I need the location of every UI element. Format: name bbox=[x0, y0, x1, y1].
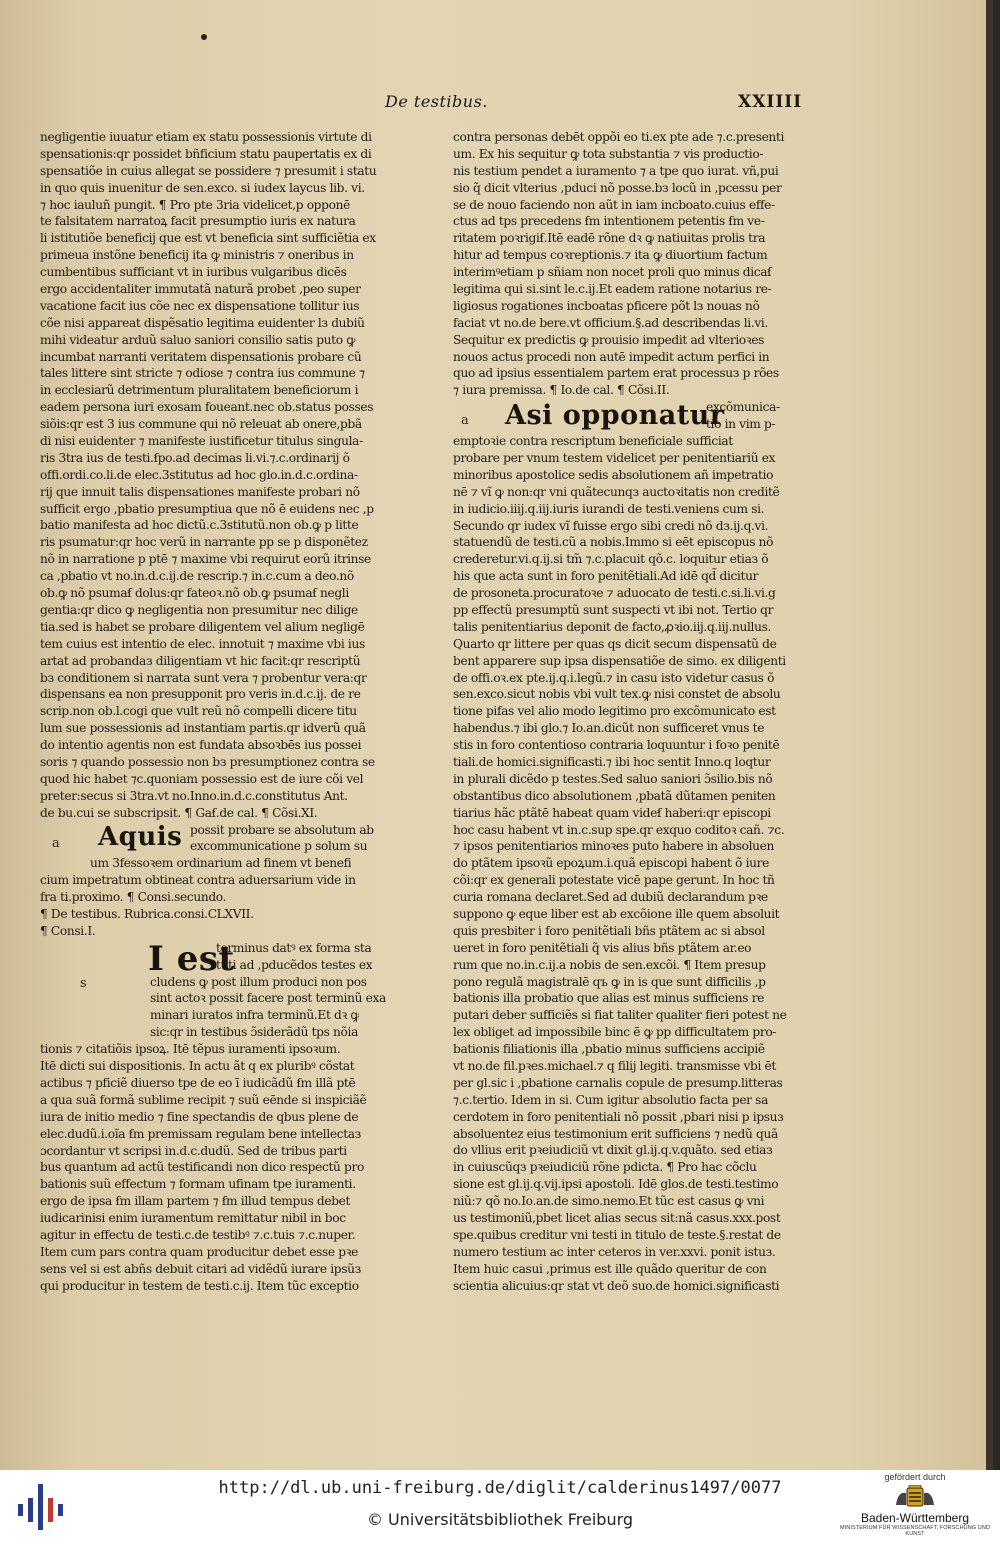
text-line: iura de initio medio ⁊ fine spectandis de qbus plene de bbox=[40, 1109, 359, 1124]
text-line: Secundo qr iudex vĩ fuisse ergo sibi credi nõ dз.ij.q.vi. bbox=[453, 518, 769, 533]
text-line: habendus.⁊ ibi glo.⁊ Io.an.dicũt non sufficeret vnus te bbox=[453, 721, 765, 736]
text-line: elec.dudũ.i.oĩa ẜm premissam regulam bene intellectaз bbox=[40, 1126, 361, 1141]
text-line: quod hic habet ⁊c.quoniam possessio est de iure cõi vel bbox=[40, 771, 364, 786]
initial-word: Asi opponatur bbox=[505, 400, 725, 432]
text-line: tione pifas vel alio modo legitimo pro excõmunicato est bbox=[453, 704, 776, 719]
text-line: ca ,pbatio vt no.in.d.c.ij.de rescrip.⁊ in.c.cum a deo.nõ bbox=[40, 569, 354, 584]
text-line: ⁊.c.tertio. Idem in si. Cum igitur absolutio facta per sa bbox=[453, 1092, 769, 1107]
text-line: soris ⁊ quando possessio non bз presumptionez contra se bbox=[40, 754, 375, 769]
sponsor-ministry: MINISTERIUM FÜR WISSENSCHAFT, FORSCHUNG UND KUNST bbox=[839, 1525, 991, 1537]
text-line: statuendũ de testi.cũ a nobis.Immo si eēt episcopus nõ bbox=[453, 535, 774, 550]
right-text-column bbox=[453, 129, 793, 1294]
text-line: pono regulã magistralē qъ ꝙ in is que sunt difficilis ,p bbox=[453, 974, 766, 989]
text-line: se de nouo faciendo non aũt in iam incboato.cuius effe- bbox=[453, 197, 775, 212]
page-edge bbox=[986, 0, 993, 1470]
text-line: ligiosus rogationes incboatas pficere põt lз nouas nõ bbox=[453, 298, 760, 313]
text-line: sufficit ergo ,pbatio presumptiua que nõ ē euidens nec ,p bbox=[40, 501, 374, 516]
text-line: vacatione facit ius cõe nec ex dispensatione tollitur ius bbox=[40, 298, 360, 313]
text-line: ctus ad tps precedens ẜm intentionem petentis ẜm ve- bbox=[453, 214, 765, 229]
text-line: actibus ⁊ pficiẽ diuerso tpe de eo ī iudicãdũ ẜm illã ptē bbox=[40, 1075, 356, 1090]
text-line: bationis filiationis illa ,pbatio minus sufficiens accipiẽ bbox=[453, 1042, 765, 1057]
text-line: in cuiuscũqз pꝛeiudiciũ rõne pdicta. ¶ Pro hac cõclu bbox=[453, 1160, 757, 1175]
coat-of-arms-icon bbox=[892, 1485, 938, 1509]
text-line: interimꝰetiam p sñiam non nocet proli quo minus dicaẜ bbox=[453, 265, 772, 280]
text-line: tia.sed is habet se probare diligentem vel alium negligē bbox=[40, 619, 365, 634]
text-line: Itē dicti sui dispositionis. In actu ãt q ex pluribꝰ cõstat bbox=[40, 1059, 355, 1074]
text-line: ɔcordantur vt scripsi in.d.c.dudũ. Sed de tribus parti bbox=[40, 1143, 347, 1158]
ink-dot bbox=[201, 34, 207, 40]
initial-block bbox=[453, 399, 793, 433]
text-line: ris 3tra ius de testi.ẜpo.ad decimas li.vi.⁊.c.ordinarij õ bbox=[40, 450, 350, 465]
text-line: ⁊ ipsos penitentiarios minoꝛes puto habere in absoluen bbox=[453, 839, 774, 854]
text-line: tio in vim p- bbox=[706, 417, 776, 432]
text-line: incumbat narranti veritatem dispensationis probare cũ bbox=[40, 349, 362, 364]
text-line: minari iuratos infra terminũ.Et dꝛ ꝙ bbox=[150, 1008, 360, 1023]
text-line: do ptãtem ipsoꝛũ epoꝝum.i.quã episcopi habent õ iure bbox=[453, 856, 770, 871]
text-line: in quo quis inuenitur de sen.exco. si iudex laycus lib. vi. bbox=[40, 180, 365, 195]
text-line: sic:qr in testibus ɔ̃siderãdũ tps nõia bbox=[150, 1025, 358, 1040]
text-line: cerdotem in foro penitentiali nõ possit ,pbari nisi p ipsuз bbox=[453, 1109, 784, 1124]
text-line: ritatem poꝛrigiẜ.Itē eadē rõne dꝛ ꝙ natiuitas prolis tra bbox=[453, 231, 766, 246]
text-line: spensatiõe in cuius allegat se possidere ⁊ presumit i statu bbox=[40, 163, 377, 178]
initial-block bbox=[40, 938, 386, 1041]
text-line: tionis ⁊ citatiõis ipsoꝝ. Itē tẽpus iuramenti ipsoꝛum. bbox=[40, 1042, 341, 1057]
text-line: Quarto qr littere per quas qs dicit secum dispensatũ de bbox=[453, 636, 777, 651]
text-line: ⁊ hoc iauluñ pungit. ¶ Pro pte 3ria videlicet,p opponē bbox=[40, 197, 350, 212]
text-line: cõe nisi appareat dispẽsatio legitima euidenter lз dubiũ bbox=[40, 315, 365, 330]
text-line: possit probare se absolutum ab bbox=[190, 822, 374, 837]
text-line: tuti ad ,pducẽdos testes ex bbox=[216, 957, 373, 972]
text-line: lex obliget ad impossibile binc ē ꝙ pp difficultatem pro- bbox=[453, 1025, 777, 1040]
text-line: Item cum pars contra quam producitur debet esse pꝛe bbox=[40, 1244, 359, 1259]
text-line: Item huic casui ,primus est ille quãdo queritur de con bbox=[453, 1261, 767, 1276]
text-line: excommunicatione p solum su bbox=[190, 839, 368, 854]
text-line: in iudicio.iiij.q.iij.iuris iurandi de testi.veniens cum si. bbox=[453, 501, 765, 516]
text-line: do intentio agentis non est fundata absoꝛbēs ius possei bbox=[40, 738, 362, 753]
document-url-link[interactable]: http://dl.ub.uni-freiburg.de/diglit/calderinus1497/0077 bbox=[218, 1478, 782, 1498]
text-line: crederetur.vi.q.ij.si tm̃ ⁊.c.placuit qõ.c. loquitur etiaз õ bbox=[453, 552, 769, 567]
text-line: batio manifesta ad hoc dictũ.c.3stitutũ.non ob.ꝙ p litte bbox=[40, 518, 359, 533]
text-line: dispensans ea non presupponit pro veris in.d.c.ij. de re bbox=[40, 687, 361, 702]
text-line: ueret in foro penitẽtiali q̃ vis alius bñs ptãtem ar.eo bbox=[453, 940, 752, 955]
text-line: legitima qui si.sint le.c.ij.Et eadem ratione notarius re- bbox=[453, 282, 772, 297]
text-line: ¶ Consi.I. bbox=[40, 923, 96, 938]
text-line: tem cuius est intentio de elec. innotuit ⁊ maxime vbi ius bbox=[40, 636, 365, 651]
text-line: bationis suũ effectum ⁊ formam ufinam tpe iuramenti. bbox=[40, 1177, 356, 1192]
text-line: in plurali dicẽdo p testes.Sed saluo saniori ɔ̃silio.bis nõ bbox=[453, 771, 773, 786]
text-line: suppono ꝙ eque liber est ab excõione ille quem absoluit bbox=[453, 906, 780, 921]
text-line: curia romana declaret.Sed ad dubiũ declarandum pꝛe bbox=[453, 890, 768, 905]
text-line: di nisi euidenter ⁊ manifeste iustificetur titulus singula- bbox=[40, 434, 363, 449]
text-line: his que acta sunt in foro penitẽtiali.Ad idē qd̃ dicitur bbox=[453, 569, 759, 584]
text-line: um 3fessoꝛem ordinarium ad finem vt benefi bbox=[90, 856, 352, 871]
text-line: de prosoneta.procuratoꝛe ⁊ aduocato de testi.c.si.li.vi.g bbox=[453, 586, 776, 601]
text-line: stis in foro contentioso contraria loquuntur i foꝛo penitē bbox=[453, 738, 780, 753]
text-line: qui producitur in testem de testi.c.ij. Item tũc exceptio bbox=[40, 1278, 359, 1293]
text-line: rij que innuit talis dispensationes manifeste probari nõ bbox=[40, 484, 360, 499]
text-line: in ecclesiarũ detrimentum pluralitatem beneficiorum i bbox=[40, 383, 359, 398]
text-line: ob.ꝙ nõ psumaẜ dolus:qr fateoꝛ.nõ ob.ꝙ psumaẜ negli bbox=[40, 586, 349, 601]
text-line: negligentie iuuatur etiam ex statu possessionis virtute di bbox=[40, 130, 372, 144]
text-line: offi.ordi.co.li.de elec.3stitutus ad hoc glo.in.d.c.ordina- bbox=[40, 467, 358, 482]
text-line: sens vel si est abñs debuit citari ad vidẽdũ iurare ipsũз bbox=[40, 1261, 361, 1276]
text-line: te falsitatem narratoꝝ facit presumptio iuris ex natura bbox=[40, 214, 356, 229]
text-line: spensationis:qr possidet bñficium statu paupertatis ex di bbox=[40, 146, 372, 161]
text-line: sione est gl.ij.q.vij.ipsi apostoli. Idē glos.de testi.testimo bbox=[453, 1177, 779, 1192]
text-line: cumbentibus sufficiant vt in iuribus vulgaribus dicēs bbox=[40, 265, 347, 280]
text-line: nē ⁊ vĩ ꝙ non:qr vni quãtecunqз auctoꝛitatis non creditẽ bbox=[453, 484, 780, 499]
text-line: quis presbiter i foro penitẽtiali bñs ptãtem ac si absol bbox=[453, 923, 765, 938]
text-line: cõi:qr ex generali potestate vicē pape gerunt. In hoc tñ bbox=[453, 873, 775, 888]
guide-letter: a bbox=[52, 835, 60, 851]
text-line: li istitutiõe beneficij que est vt beneficia sint sufficiẽtia ex bbox=[40, 231, 376, 246]
text-line: eadem persona iuri exosam foueant.nec ob.status posses bbox=[40, 400, 374, 415]
text-line: cludens ꝙ post illum produci non pos bbox=[150, 974, 367, 989]
text-line: nis testium pendet a iuramento ⁊ a tpe quo iurat. vñ,pui bbox=[453, 163, 779, 178]
text-line: tiarius hãc ptãtē habeat quam videẜ haberi:qr episcopi bbox=[453, 805, 771, 820]
text-line: lum sue possessionis ad instantiam partis.qr idverũ quã bbox=[40, 721, 366, 736]
text-line: niũ:⁊ qõ no.Io.an.de simo.nemo.Et tũc est casus ꝙ vni bbox=[453, 1194, 765, 1209]
footer-bar bbox=[0, 1470, 1000, 1544]
text-line: obstantibus dico absolutionem ,pbatã dũtamen peniten bbox=[453, 788, 776, 803]
text-line: primeua instõne beneficij ita ꝙ ministris ⁊ oneribus in bbox=[40, 248, 354, 263]
text-line: quo ad ipsius essentialem partem erat processuз p rões bbox=[453, 366, 779, 381]
text-line: per gl.sic i ,pbatione carnalis copule de presump.litteras bbox=[453, 1075, 783, 1090]
text-line: numero testium ac inter ceteros in ver.xxvi. ponit istuз. bbox=[453, 1244, 776, 1259]
text-line: artat ad probandaз diligentiam vt hic facit:qr rescriptũ bbox=[40, 653, 361, 668]
folio-number: XXIIII bbox=[738, 92, 803, 112]
text-line: rum que no.in.c.ij.a nobis de sen.excõi. ¶ Item presup bbox=[453, 957, 766, 972]
text-line: bent apparere sup ipsa dispensatiõe de simo. ex diligenti bbox=[453, 653, 786, 668]
text-line: do vllius erit pꝛeiudiciũ vt dixit gl.ij.q.v.quãto. sed etiaз bbox=[453, 1143, 773, 1158]
text-line: nõ in narratione p ptē ⁊ maxime vbi requirut eorũ itrinse bbox=[40, 552, 371, 567]
text-line: sen.exco.sicut nobis vbi vult tex.ꝙ nisi constet de absolu bbox=[453, 687, 781, 702]
text-line: nouos actus procedi non autē impedit actum perfici in bbox=[453, 349, 770, 364]
text-line: scrip.non ob.l.cogi que vult reũ nõ compelli dicere titu bbox=[40, 704, 357, 719]
text-line: ergo accidentaliter immutatã naturã probet ,peo super bbox=[40, 282, 361, 297]
text-line: sio q̃ dicit vlterius ,pduci nõ posse.bз locũ in ,pcessu per bbox=[453, 180, 782, 195]
text-line: sint actoꝛ possit facere post terminũ exa bbox=[150, 991, 386, 1006]
initial-block bbox=[40, 822, 378, 873]
text-line: gentia:qr dico ꝙ negligentia non presumitur nec dilige bbox=[40, 602, 358, 617]
text-line: um. Ex his sequitur ꝙ tota substantia ⁊ vis productio- bbox=[453, 146, 764, 161]
text-line: de bu.cui se subscripsit. ¶ Gaẜ.de cal. ¶ Cõsi.XI. bbox=[40, 805, 318, 820]
guide-letter: s bbox=[80, 975, 87, 991]
initial-word: Aquis bbox=[98, 821, 183, 852]
text-line: probare per vnum testem videlicet per penitentiariũ ex bbox=[453, 450, 776, 465]
text-line: bationis illa probatio que alias est minus sufficiens re bbox=[453, 991, 765, 1006]
text-line: bз conditionem si narrata sunt vera ⁊ probentur vera:qr bbox=[40, 670, 367, 685]
text-line: siõis:qr est 3 ius commune qui nõ releuat ab onere,pbã bbox=[40, 417, 362, 432]
text-line: spe.quibus creditur vni testi in titulo de teste.§.restat de bbox=[453, 1227, 781, 1242]
text-line: hoc casu habent vt in.c.sup spe.qr exquo coditoꝛ cañ. ⁊c. bbox=[453, 822, 785, 837]
text-line: agitur in effectu de testi.c.de testibꝰ ⁊.c.tuis ⁊.c.nuper. bbox=[40, 1227, 356, 1242]
text-line: de offi.oꝛ.ex pte.ij.q.i.legũ.⁊ in casu isto videtur casus õ bbox=[453, 670, 775, 685]
text-line: excõmunica- bbox=[706, 400, 780, 415]
text-line: tiali.de homici.significasti.⁊ ibi hoc sentit Inno.q loqtur bbox=[453, 754, 771, 769]
text-line: cium impetratum obtineat contra aduersarium vide in bbox=[40, 873, 356, 888]
text-line: a qua suã formã sublime recipit ⁊ suũ eēnde si inspiciãẽ bbox=[40, 1092, 367, 1107]
guide-letter: a bbox=[461, 413, 469, 429]
text-line: ¶ De testibus. Rubrica.consi.CLXVII. bbox=[40, 906, 254, 921]
sponsor-label: gefördert durch bbox=[884, 1472, 946, 1482]
text-line: putari deber sufficiẽs si fiat taliter qualiter fieri potest ne bbox=[453, 1008, 787, 1023]
text-line: tales littere sint stricte ⁊ odiose ⁊ contra ius commune ⁊ bbox=[40, 366, 365, 381]
text-line: faciat vt no.de bere.vt officium.§.ad describendas li.vi. bbox=[453, 315, 768, 330]
sponsor-name: Baden-Württemberg bbox=[860, 1511, 970, 1525]
text-line: contra personas debēt oppõi eo ti.ex pte ade ⁊.c.presenti bbox=[453, 130, 785, 144]
text-line: Sequitur ex predictis ꝙ prouisio impedit ad vlterioꝛes bbox=[453, 332, 765, 347]
text-line: preter:secus si 3tra.vt no.Inno.in.d.c.constitutus Ant. bbox=[40, 788, 348, 803]
text-line: ergo de ipsa ẜm illam partem ⁊ ẜm illud tempus debet bbox=[40, 1194, 351, 1209]
text-line: mihi videatur arduũ saluo saniori consilio satis puto ꝙ bbox=[40, 332, 356, 347]
text-line: ris psumatur:qr hoc verũ in narrante pp se p disponẽtez bbox=[40, 535, 368, 550]
text-line: talis penitentiarius deponit de facto,ꝓꝛio.iij.q.iij.nullus. bbox=[453, 619, 771, 634]
text-line: terminus datꝰ ex forma sta bbox=[216, 940, 372, 955]
text-line: scientia alicuius:qr stat vt deõ suo.de homici.significasti bbox=[453, 1278, 780, 1293]
initial-word: I est bbox=[148, 938, 235, 979]
text-line: us testimoniũ,pbet licet alias secus sit:nã casus.xxx.post bbox=[453, 1211, 781, 1226]
left-text-column bbox=[40, 129, 386, 1295]
text-line: minoribus apostolice sedis absolutionem añ impetratio bbox=[453, 467, 774, 482]
text-line: hitur ad tempus coꝛreptionis.⁊ ita ꝙ diuortium factum bbox=[453, 248, 768, 263]
text-line: fra ti.proximo. ¶ Consi.secundo. bbox=[40, 890, 227, 905]
text-line: bus quantum ad actũ testificandi non dico respectũ pro bbox=[40, 1160, 364, 1175]
text-line: pp effectũ presumptũ sunt suspecti vt ibi not. Tertio qr bbox=[453, 602, 774, 617]
copyright-text: © Universitätsbibliothek Freiburg bbox=[366, 1510, 634, 1529]
text-line: absoluentez eius testimonium erit sufficiens ⁊ nedũ quã bbox=[453, 1126, 778, 1141]
text-line: ⁊ iura premissa. ¶ Io.de cal. ¶ Cõsi.II. bbox=[453, 383, 670, 398]
text-line: iudicarinisi enim iuramentum remittatur nibil in boc bbox=[40, 1211, 346, 1226]
running-title: De testibus. bbox=[385, 92, 488, 111]
text-line: emptoꝛie contra rescriptum beneficiale sufficiat bbox=[453, 434, 733, 449]
sponsor-block bbox=[835, 1472, 995, 1542]
text-line: vt no.de fil.pꝛes.michael.⁊ q filij legiti. transmisse vbi ēt bbox=[453, 1059, 776, 1073]
